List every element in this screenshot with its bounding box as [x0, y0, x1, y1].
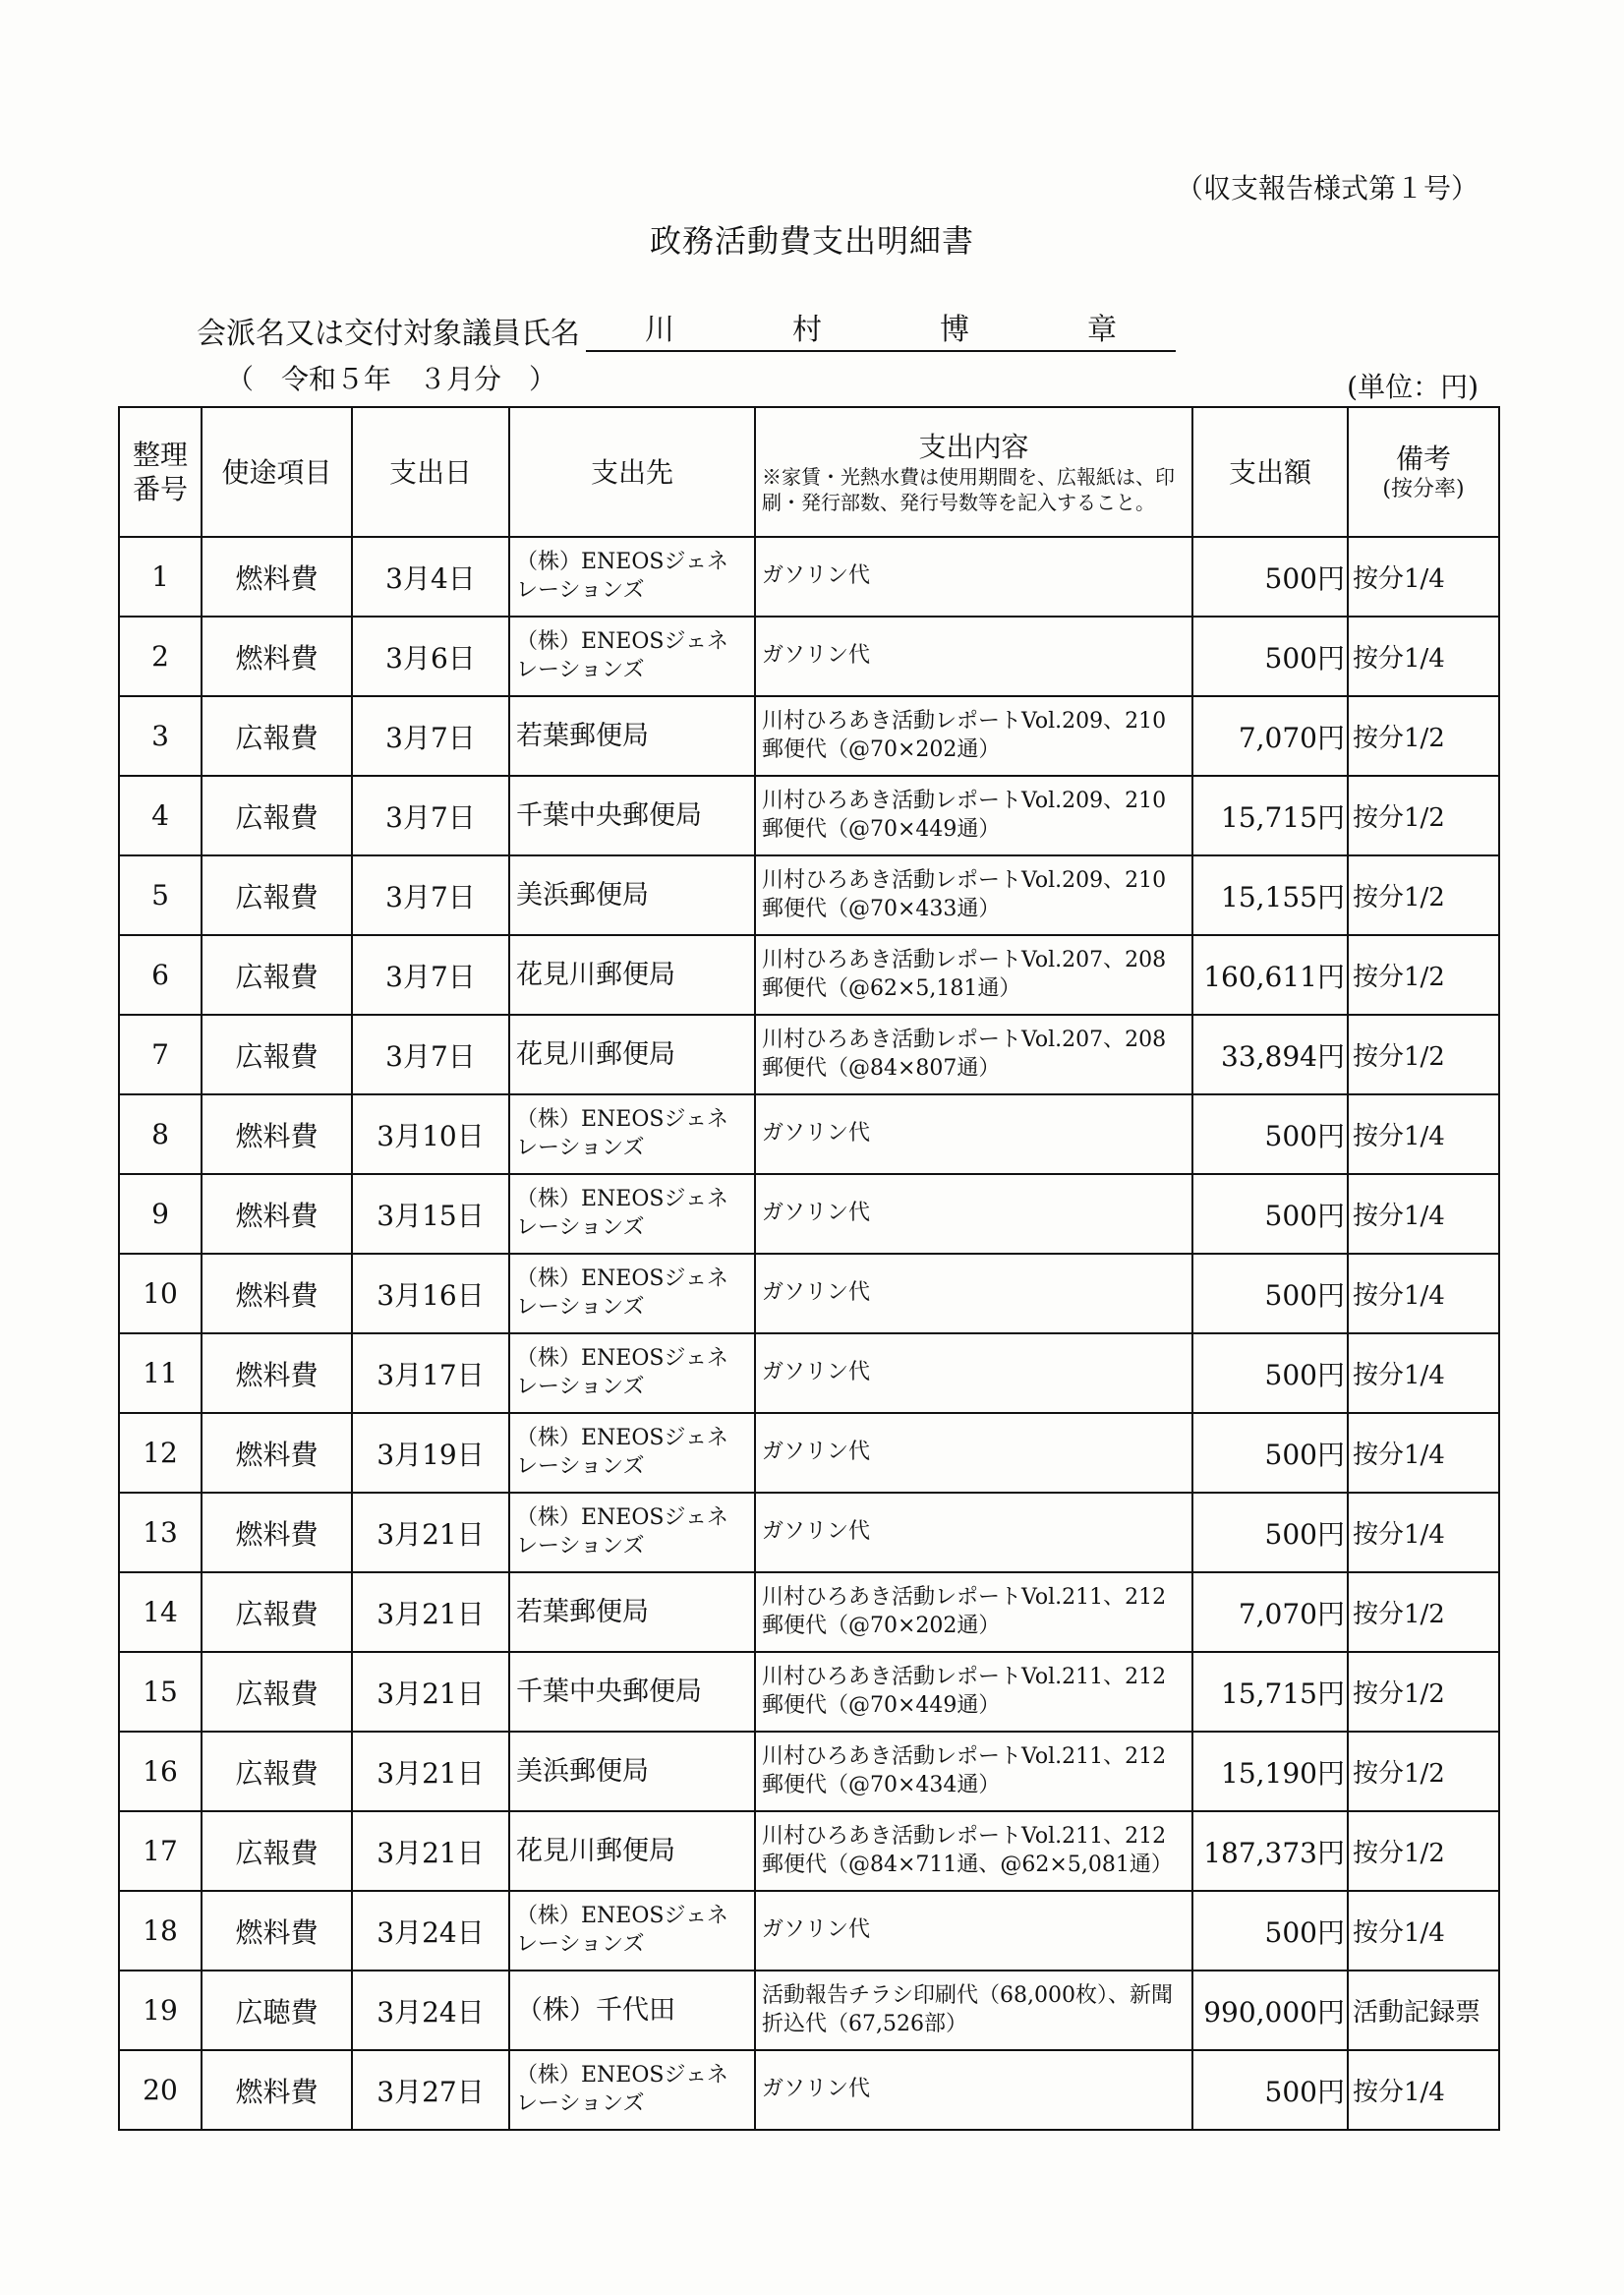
- row-no: 9: [119, 1174, 202, 1254]
- row-payee: （株）ENEOSジェネレーションズ: [509, 1174, 755, 1254]
- row-no: 16: [119, 1732, 202, 1811]
- row-remarks: 按分1/2: [1348, 1015, 1499, 1094]
- row-amount: 500円: [1192, 1333, 1348, 1413]
- unit-label: (単位：円): [1347, 371, 1479, 403]
- row-no: 14: [119, 1572, 202, 1652]
- row-content: 川村ひろあき活動レポートVol.209、210郵便代（@70×202通）: [755, 696, 1192, 776]
- row-no: 2: [119, 617, 202, 696]
- table-row: [119, 696, 1499, 776]
- row-remarks: 按分1/4: [1348, 617, 1499, 696]
- period-label: （ 令和５年 ３月分 ）: [226, 363, 557, 395]
- row-content: ガソリン代: [755, 1413, 1192, 1493]
- row-payee: （株）千代田: [509, 1971, 755, 2050]
- row-content: 川村ひろあき活動レポートVol.211、212郵便代（@70×449通）: [755, 1652, 1192, 1732]
- row-content: ガソリン代: [755, 617, 1192, 696]
- header-amount: 支出額: [1192, 407, 1348, 537]
- row-no: 20: [119, 2050, 202, 2130]
- row-category: 広報費: [202, 696, 352, 776]
- row-content: 川村ひろあき活動レポートVol.211、212郵便代（@70×202通）: [755, 1572, 1192, 1652]
- row-amount: 15,715円: [1192, 776, 1348, 855]
- row-remarks: 按分1/2: [1348, 776, 1499, 855]
- row-content: 活動報告チラシ印刷代（68,000枚）、新聞折込代（67,526部）: [755, 1971, 1192, 2050]
- row-payee: （株）ENEOSジェネレーションズ: [509, 1333, 755, 1413]
- row-no: 10: [119, 1254, 202, 1333]
- row-remarks: 按分1/4: [1348, 2050, 1499, 2130]
- table-row: [119, 1732, 1499, 1811]
- row-category: 燃料費: [202, 1891, 352, 1971]
- row-category: 燃料費: [202, 537, 352, 617]
- member-name: [586, 305, 1176, 352]
- header-content: [755, 407, 1192, 537]
- row-remarks: 按分1/4: [1348, 1094, 1499, 1174]
- row-payee: 花見川郵便局: [509, 935, 755, 1015]
- row-no: 13: [119, 1493, 202, 1572]
- row-no: 4: [119, 776, 202, 855]
- row-content: ガソリン代: [755, 1094, 1192, 1174]
- row-amount: 187,373円: [1192, 1811, 1348, 1891]
- row-category: 燃料費: [202, 1174, 352, 1254]
- member-label: 会派名又は交付対象議員氏名: [197, 317, 580, 351]
- table-row: [119, 1493, 1499, 1572]
- table-row: [119, 537, 1499, 617]
- row-amount: 7,070円: [1192, 696, 1348, 776]
- row-payee: 美浜郵便局: [509, 1732, 755, 1811]
- row-remarks: 按分1/4: [1348, 1333, 1499, 1413]
- row-no: 5: [119, 855, 202, 935]
- row-content: 川村ひろあき活動レポートVol.207、208郵便代（@62×5,181通）: [755, 935, 1192, 1015]
- row-amount: 15,190円: [1192, 1732, 1348, 1811]
- row-amount: 7,070円: [1192, 1572, 1348, 1652]
- row-date: 3月24日: [352, 1891, 509, 1971]
- row-amount: 500円: [1192, 1094, 1348, 1174]
- row-category: 広報費: [202, 1015, 352, 1094]
- row-amount: 33,894円: [1192, 1015, 1348, 1094]
- row-date: 3月7日: [352, 855, 509, 935]
- row-date: 3月15日: [352, 1174, 509, 1254]
- row-remarks: 活動記録票: [1348, 1971, 1499, 2050]
- row-payee: （株）ENEOSジェネレーションズ: [509, 1493, 755, 1572]
- row-date: 3月6日: [352, 617, 509, 696]
- row-no: 18: [119, 1891, 202, 1971]
- table-row: [119, 855, 1499, 935]
- row-remarks: 按分1/4: [1348, 1174, 1499, 1254]
- row-remarks: 按分1/4: [1348, 1493, 1499, 1572]
- row-date: 3月24日: [352, 1971, 509, 2050]
- row-category: 広報費: [202, 1732, 352, 1811]
- row-no: 3: [119, 696, 202, 776]
- row-amount: 15,715円: [1192, 1652, 1348, 1732]
- row-date: 3月7日: [352, 935, 509, 1015]
- row-category: 燃料費: [202, 1413, 352, 1493]
- row-payee: （株）ENEOSジェネレーションズ: [509, 2050, 755, 2130]
- table-row: [119, 1094, 1499, 1174]
- row-content: 川村ひろあき活動レポートVol.209、210郵便代（@70×433通）: [755, 855, 1192, 935]
- row-category: 燃料費: [202, 1254, 352, 1333]
- row-remarks: 按分1/2: [1348, 935, 1499, 1015]
- row-date: 3月21日: [352, 1732, 509, 1811]
- row-amount: 160,611円: [1192, 935, 1348, 1015]
- row-payee: （株）ENEOSジェネレーションズ: [509, 1413, 755, 1493]
- member-name-char: 博: [940, 313, 969, 347]
- row-amount: 500円: [1192, 1174, 1348, 1254]
- expense-table: [118, 406, 1500, 2131]
- row-content: ガソリン代: [755, 1254, 1192, 1333]
- row-remarks: 按分1/2: [1348, 855, 1499, 935]
- row-amount: 500円: [1192, 1891, 1348, 1971]
- table-row: [119, 2050, 1499, 2130]
- member-name-char: 村: [792, 313, 822, 347]
- table-row: [119, 1333, 1499, 1413]
- member-name-char: 川: [645, 313, 674, 347]
- row-amount: 500円: [1192, 617, 1348, 696]
- row-no: 7: [119, 1015, 202, 1094]
- row-no: 17: [119, 1811, 202, 1891]
- row-date: 3月7日: [352, 696, 509, 776]
- row-amount: 990,000円: [1192, 1971, 1348, 2050]
- header-payee: 支出先: [509, 407, 755, 537]
- row-date: 3月17日: [352, 1333, 509, 1413]
- row-remarks: 按分1/2: [1348, 1652, 1499, 1732]
- header-remarks-sub: (按分率): [1382, 476, 1465, 501]
- header-category: 使途項目: [202, 407, 352, 537]
- table-row: [119, 935, 1499, 1015]
- table-row: [119, 1971, 1499, 2050]
- row-payee: 若葉郵便局: [509, 696, 755, 776]
- row-content: ガソリン代: [755, 1891, 1192, 1971]
- table-header-row: [119, 407, 1499, 537]
- table-row: [119, 1891, 1499, 1971]
- header-content-note: ※家賃・光熱水費は使用期間を、広報紙は、印刷・発行部数、発行号数等を記入すること。: [762, 464, 1175, 514]
- row-content: ガソリン代: [755, 1493, 1192, 1572]
- row-content: 川村ひろあき活動レポートVol.211、212郵便代（@84×711通、@62×5,081通）: [755, 1811, 1192, 1891]
- row-amount: 500円: [1192, 537, 1348, 617]
- row-date: 3月21日: [352, 1811, 509, 1891]
- row-remarks: 按分1/2: [1348, 696, 1499, 776]
- row-content: ガソリン代: [755, 2050, 1192, 2130]
- row-category: 広報費: [202, 1652, 352, 1732]
- row-remarks: 按分1/2: [1348, 1572, 1499, 1652]
- row-date: 3月10日: [352, 1094, 509, 1174]
- row-category: 広報費: [202, 1572, 352, 1652]
- header-content-title: 支出内容: [918, 430, 1029, 463]
- row-category: 広報費: [202, 1811, 352, 1891]
- row-remarks: 按分1/4: [1348, 1413, 1499, 1493]
- row-no: 15: [119, 1652, 202, 1732]
- row-date: 3月21日: [352, 1652, 509, 1732]
- row-content: 川村ひろあき活動レポートVol.207、208郵便代（@84×807通）: [755, 1015, 1192, 1094]
- table-row: [119, 1015, 1499, 1094]
- row-amount: 500円: [1192, 1413, 1348, 1493]
- row-date: 3月19日: [352, 1413, 509, 1493]
- row-payee: 千葉中央郵便局: [509, 1652, 755, 1732]
- header-date: 支出日: [352, 407, 509, 537]
- row-category: 燃料費: [202, 1493, 352, 1572]
- document-title: 政務活動費支出明細書: [649, 222, 974, 260]
- row-date: 3月16日: [352, 1254, 509, 1333]
- table-row: [119, 776, 1499, 855]
- header-remarks-title: 備考: [1395, 441, 1451, 475]
- row-payee: （株）ENEOSジェネレーションズ: [509, 1891, 755, 1971]
- row-remarks: 按分1/2: [1348, 1811, 1499, 1891]
- row-amount: 500円: [1192, 2050, 1348, 2130]
- row-remarks: 按分1/4: [1348, 1891, 1499, 1971]
- table-row: [119, 1254, 1499, 1333]
- member-name-char: 章: [1087, 313, 1117, 347]
- row-amount: 500円: [1192, 1493, 1348, 1572]
- row-no: 19: [119, 1971, 202, 2050]
- row-category: 燃料費: [202, 2050, 352, 2130]
- row-no: 6: [119, 935, 202, 1015]
- row-payee: （株）ENEOSジェネレーションズ: [509, 1254, 755, 1333]
- row-payee: 若葉郵便局: [509, 1572, 755, 1652]
- table-row: [119, 1652, 1499, 1732]
- table-row: [119, 1174, 1499, 1254]
- row-category: 燃料費: [202, 617, 352, 696]
- row-content: ガソリン代: [755, 537, 1192, 617]
- row-category: 広報費: [202, 776, 352, 855]
- row-remarks: 按分1/4: [1348, 1254, 1499, 1333]
- row-category: 広聴費: [202, 1971, 352, 2050]
- table-row: [119, 1413, 1499, 1493]
- row-payee: 花見川郵便局: [509, 1811, 755, 1891]
- row-remarks: 按分1/2: [1348, 1732, 1499, 1811]
- member-row: [197, 305, 1176, 352]
- row-content: ガソリン代: [755, 1174, 1192, 1254]
- row-category: 燃料費: [202, 1094, 352, 1174]
- row-date: 3月7日: [352, 776, 509, 855]
- row-date: 3月27日: [352, 2050, 509, 2130]
- row-category: 広報費: [202, 855, 352, 935]
- row-no: 1: [119, 537, 202, 617]
- table-row: [119, 1811, 1499, 1891]
- row-category: 燃料費: [202, 1333, 352, 1413]
- row-amount: 15,155円: [1192, 855, 1348, 935]
- row-no: 12: [119, 1413, 202, 1493]
- table-row: [119, 617, 1499, 696]
- row-payee: 千葉中央郵便局: [509, 776, 755, 855]
- row-payee: （株）ENEOSジェネレーションズ: [509, 1094, 755, 1174]
- row-date: 3月21日: [352, 1572, 509, 1652]
- row-payee: 美浜郵便局: [509, 855, 755, 935]
- row-amount: 500円: [1192, 1254, 1348, 1333]
- form-number: （収支報告様式第１号）: [1175, 172, 1479, 205]
- row-content: ガソリン代: [755, 1333, 1192, 1413]
- header-no: 整理番号: [119, 407, 202, 537]
- table-row: [119, 1572, 1499, 1652]
- row-category: 広報費: [202, 935, 352, 1015]
- row-remarks: 按分1/4: [1348, 537, 1499, 617]
- row-content: 川村ひろあき活動レポートVol.209、210郵便代（@70×449通）: [755, 776, 1192, 855]
- row-content: 川村ひろあき活動レポートVol.211、212郵便代（@70×434通）: [755, 1732, 1192, 1811]
- row-payee: （株）ENEOSジェネレーションズ: [509, 537, 755, 617]
- header-remarks: [1348, 407, 1499, 537]
- row-no: 11: [119, 1333, 202, 1413]
- row-no: 8: [119, 1094, 202, 1174]
- row-date: 3月4日: [352, 537, 509, 617]
- row-payee: 花見川郵便局: [509, 1015, 755, 1094]
- row-payee: （株）ENEOSジェネレーションズ: [509, 617, 755, 696]
- row-date: 3月21日: [352, 1493, 509, 1572]
- row-date: 3月7日: [352, 1015, 509, 1094]
